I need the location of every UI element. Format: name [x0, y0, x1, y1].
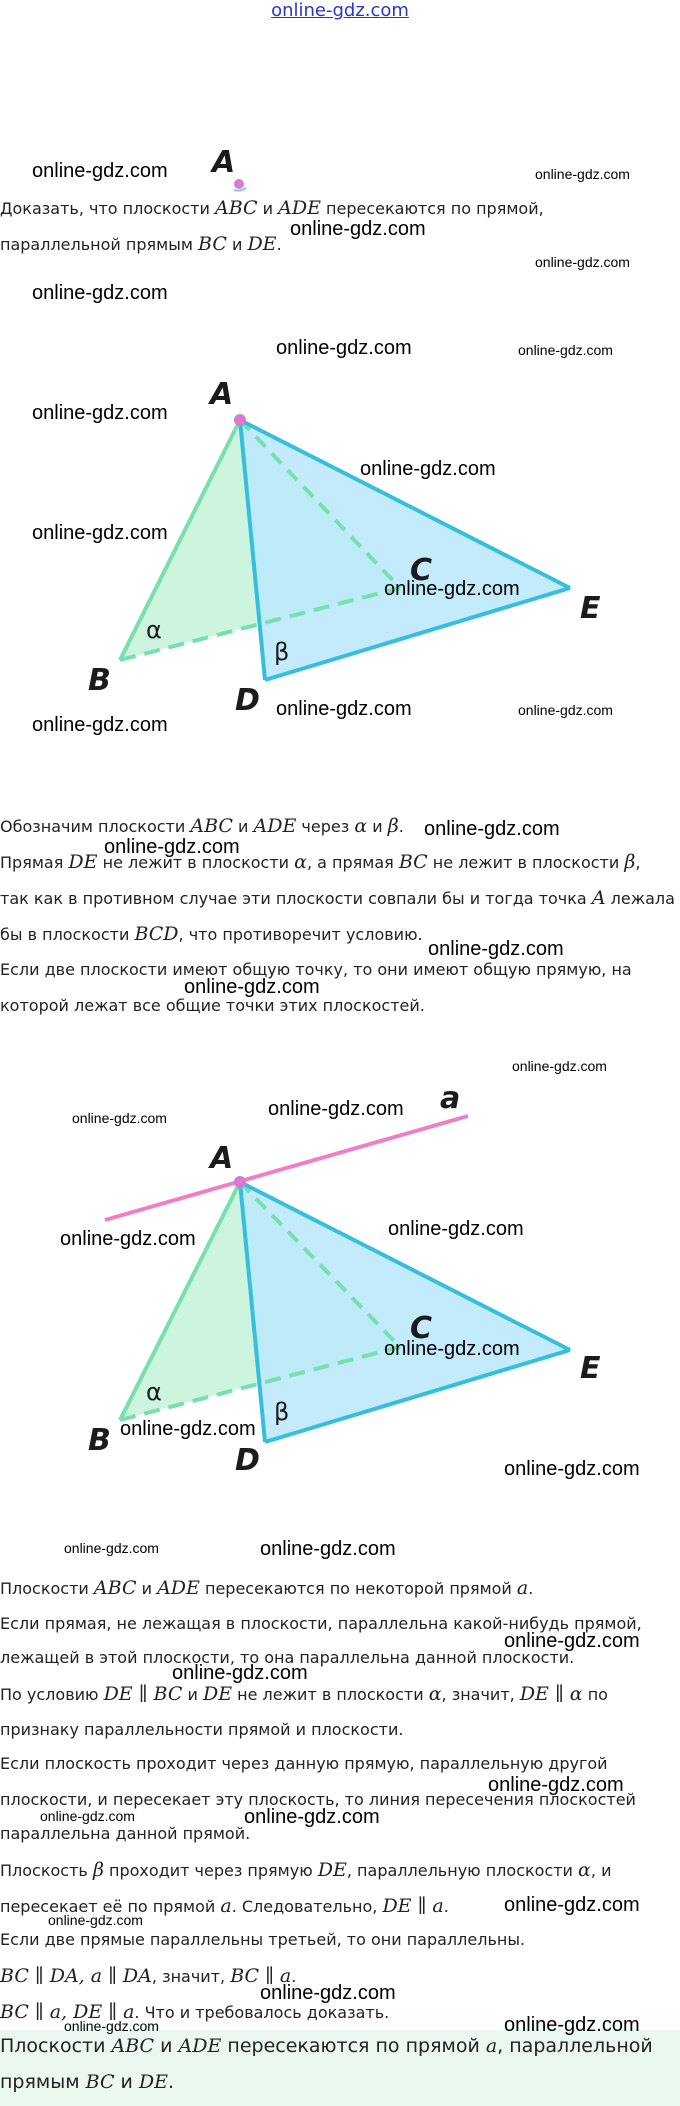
watermark: online-gdz.com [184, 976, 320, 998]
fig1-label-alpha: α [146, 616, 162, 644]
para2-line-2: Если прямая, не лежащая в плоскости, параллельна какой-нибудь прямой, [0, 1614, 642, 1633]
watermark: online-gdz.com [172, 1662, 308, 1684]
watermark: online-gdz.com [260, 1982, 396, 2004]
watermark: online-gdz.com [504, 1630, 640, 1652]
para2-line-11: Если две прямые параллельны третьей, то они параллельны. [0, 1930, 526, 1949]
watermark: online-gdz.com [290, 218, 426, 240]
task-line-2: параллельной прямым BC и DE. [0, 233, 282, 255]
para2-line-3: лежащей в этой плоскости, то она параллельна данной плоскости. [0, 1648, 575, 1667]
watermark: online-gdz.com [518, 702, 613, 718]
fig2-label-line-a: a [440, 1081, 461, 1116]
fig1-label-b: B [88, 663, 111, 698]
para2-line-13: BC ∥ a, DE ∥ a. Что и требовалось доказать. [0, 2001, 390, 2023]
fig1-label-a: A [210, 377, 234, 412]
para2-line-6: Если плоскость проходит через данную прямую, параллельную другой [0, 1754, 608, 1773]
answer-box [0, 2030, 680, 2106]
para1-line-2: Прямая DE не лежит в плоскости α, а прямая BC не лежит в плоскости β, [0, 851, 641, 873]
answer-line-2: прямым BC и DE. [0, 2071, 175, 2093]
watermark: online-gdz.com [512, 1058, 607, 1074]
watermark: online-gdz.com [32, 714, 168, 736]
watermark: online-gdz.com [64, 1540, 159, 1556]
top-point-a-label: A [212, 145, 236, 180]
fig2-label-c: C [410, 1311, 433, 1346]
watermark: online-gdz.com [504, 1458, 640, 1480]
watermark: online-gdz.com [32, 522, 168, 544]
fig2-label-d: D [235, 1443, 260, 1478]
watermark: online-gdz.com [60, 1228, 196, 1250]
fig2-label-a: A [210, 1141, 234, 1176]
site-link[interactable]: online-gdz.com [271, 0, 409, 21]
answer-line-1: Плоскости ABC и ADE пересекаются по прямой a, параллельной [0, 2035, 653, 2057]
fig2-label-alpha: α [146, 1378, 162, 1406]
figure-2 [0, 1080, 680, 1480]
para1-line-6: которой лежат все общие точки этих плоскостей. [0, 996, 425, 1015]
watermark: online-gdz.com [32, 282, 168, 304]
watermark: online-gdz.com [72, 1110, 167, 1126]
para2-line-8: параллельна данной прямой. [0, 1824, 251, 1843]
fig1-label-e: E [580, 591, 601, 626]
watermark: online-gdz.com [384, 1338, 520, 1360]
watermark: online-gdz.com [384, 578, 520, 600]
watermark: online-gdz.com [276, 337, 412, 359]
watermark: online-gdz.com [64, 2018, 159, 2034]
watermark: online-gdz.com [535, 166, 630, 182]
watermark: online-gdz.com [32, 160, 168, 182]
watermark: online-gdz.com [388, 1218, 524, 1240]
watermark: online-gdz.com [268, 1098, 404, 1120]
watermark: online-gdz.com [260, 1538, 396, 1560]
para2-line-4: По условию DE ∥ BC и DE не лежит в плоскости α, значит, DE ∥ α по [0, 1683, 608, 1705]
para2-line-9: Плоскость β проходит через прямую DE, параллельную плоскости α, и [0, 1859, 612, 1881]
watermark: online-gdz.com [120, 1418, 256, 1440]
para1-line-5: Если две плоскости имеют общую точку, то они имеют общую прямую, на [0, 960, 632, 979]
task-line-1: Доказать, что плоскости ABC и ADE пересекаются по прямой, [0, 197, 544, 219]
watermark: online-gdz.com [535, 254, 630, 270]
watermark: online-gdz.com [32, 402, 168, 424]
para2-line-5: признаку параллельности прямой и плоскости. [0, 1720, 404, 1739]
watermark: online-gdz.com [48, 1912, 143, 1928]
fig1-label-c: C [410, 553, 433, 588]
para1-line-3: так как в противном случае эти плоскости совпали бы и тогда точка A лежала [0, 887, 675, 909]
watermark: online-gdz.com [488, 1774, 624, 1796]
para2-line-10: пересекает её по прямой a. Следовательно, DE ∥ a. [0, 1895, 449, 1917]
para1-line-4: бы в плоскости BCD, что противоречит условию. [0, 923, 423, 945]
watermark: online-gdz.com [504, 2014, 640, 2036]
watermark: online-gdz.com [424, 818, 560, 840]
top-point-a [200, 140, 270, 200]
fig2-label-e: E [580, 1351, 601, 1386]
fig1-label-d: D [235, 683, 260, 718]
para2-line-1: Плоскости ABC и ADE пересекаются по некоторой прямой a. [0, 1577, 534, 1599]
watermark: online-gdz.com [504, 1894, 640, 1916]
watermark: online-gdz.com [518, 342, 613, 358]
watermark: online-gdz.com [244, 1806, 380, 1828]
para2-line-7: плоскости, и пересекает эту плоскость, то линия пересечения плоскостей [0, 1790, 636, 1809]
watermark: online-gdz.com [104, 836, 240, 858]
fig2-label-b: B [88, 1423, 111, 1458]
watermark: online-gdz.com [360, 458, 496, 480]
para1-line-1: Обозначим плоскости ABC и ADE через α и β. [0, 815, 404, 837]
watermark: online-gdz.com [40, 1808, 135, 1824]
watermark: online-gdz.com [276, 698, 412, 720]
para2-line-12: BC ∥ DA, a ∥ DA, значит, BC ∥ a. [0, 1965, 297, 1987]
fig2-label-beta: β [274, 1398, 290, 1426]
fig1-label-beta: β [274, 638, 290, 666]
watermark: online-gdz.com [428, 938, 564, 960]
